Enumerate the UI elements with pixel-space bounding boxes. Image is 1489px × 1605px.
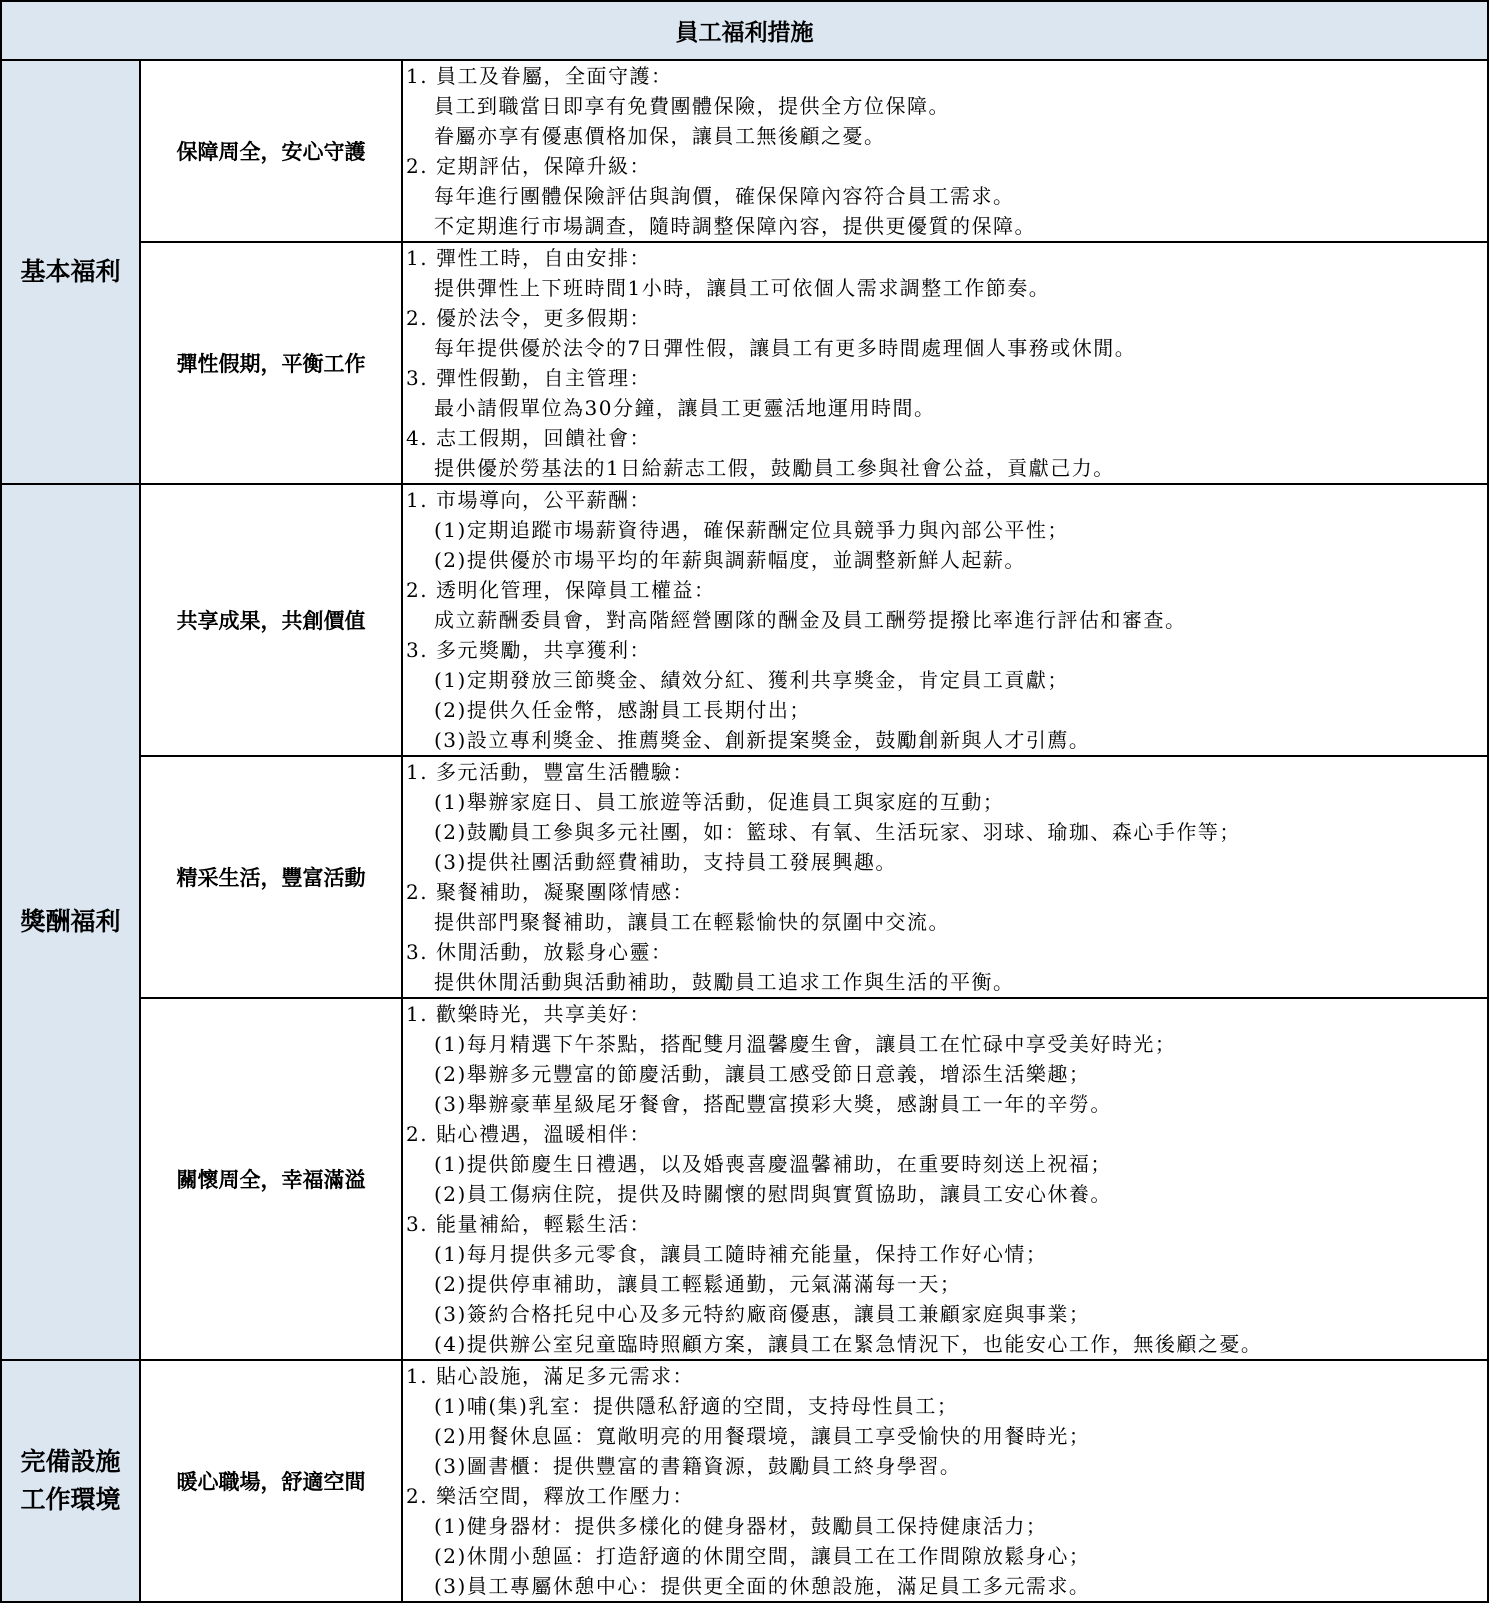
title-row [1, 1, 1488, 60]
item-line: (4)提供辦公室兒童臨時照顧方案，讓員工在緊急情況下，也能安心工作，無後顧之憂。 [434, 1332, 1263, 1356]
item-line: 員工到職當日即享有免費團體保險，提供全方位保障。 [434, 94, 950, 118]
benefit-row [1, 1360, 1488, 1602]
item-heading: 2. 優於法令，更多假期： [406, 306, 651, 330]
item-line: 提供部門聚餐補助，讓員工在輕鬆愉快的氛圍中交流。 [434, 910, 950, 934]
item-line: (2)鼓勵員工參與多元社團，如：籃球、有氧、生活玩家、羽球、瑜珈、森心手作等； [434, 820, 1241, 844]
subtitle-cell: 保障周全，安心守護 [140, 60, 402, 242]
content-cell [402, 756, 1488, 998]
category-label: 獎酬福利 [20, 907, 121, 936]
item-line: 每年提供優於法令的7日彈性假，讓員工有更多時間處理個人事務或休閒。 [434, 336, 1137, 360]
item-line: (1)每月提供多元零食，讓員工隨時補充能量，保持工作好心情； [434, 1242, 1048, 1266]
item-line: 提供彈性上下班時間1小時，讓員工可依個人需求調整工作節奏。 [434, 276, 1051, 300]
subtitle-cell: 精采生活，豐富活動 [140, 756, 402, 998]
content-cell [402, 484, 1488, 756]
item-heading: 3. 能量補給，輕鬆生活： [406, 1212, 651, 1236]
item-line: (3)設立專利獎金、推薦獎金、創新提案獎金，鼓勵創新與人才引薦。 [434, 728, 1091, 752]
item-heading: 1. 員工及眷屬，全面守護： [406, 64, 673, 88]
item-line: (3)圖書櫃：提供豐富的書籍資源，鼓勵員工終身學習。 [434, 1454, 962, 1478]
item-line: 成立薪酬委員會，對高階經營團隊的酬金及員工酬勞提撥比率進行評估和審查。 [434, 608, 1187, 632]
item-heading: 2. 透明化管理，保障員工權益： [406, 578, 716, 602]
item-line: (3)提供社團活動經費補助，支持員工發展興趣。 [434, 850, 897, 874]
item-heading: 3. 休閒活動，放鬆身心靈： [406, 940, 673, 964]
category-label: 基本福利 [20, 257, 121, 286]
category-cell [1, 60, 140, 484]
subtitle-cell: 共享成果，共創價值 [140, 484, 402, 756]
benefit-row [1, 242, 1488, 484]
item-line: 眷屬亦享有優惠價格加保，讓員工無後顧之憂。 [434, 124, 886, 148]
item-heading: 1. 多元活動，豐富生活體驗： [406, 760, 694, 784]
table-title: 員工福利措施 [1, 1, 1488, 60]
item-line: (3)員工專屬休憩中心：提供更全面的休憩設施，滿足員工多元需求。 [434, 1574, 1091, 1598]
item-line: (2)舉辦多元豐富的節慶活動，讓員工感受節日意義，增添生活樂趣； [434, 1062, 1091, 1086]
subtitle-cell: 關懷周全，幸福滿溢 [140, 998, 402, 1360]
category-label: 完備設施 [20, 1447, 121, 1476]
benefit-row [1, 60, 1488, 242]
item-line: (1)定期追蹤市場薪資待遇，確保薪酬定位具競爭力與內部公平性； [434, 518, 1069, 542]
item-line: (2)提供停車補助，讓員工輕鬆通勤，元氣滿滿每一天； [434, 1272, 962, 1296]
item-line: 不定期進行市場調查，隨時調整保障內容，提供更優質的保障。 [434, 214, 1036, 238]
item-line: (1)哺(集)乳室：提供隱私舒適的空間，支持母性員工； [434, 1394, 959, 1418]
item-heading: 2. 樂活空間，釋放工作壓力： [406, 1484, 694, 1508]
item-line: (2)休閒小憩區：打造舒適的休閒空間，讓員工在工作間隙放鬆身心； [434, 1544, 1091, 1568]
category-cell [1, 1360, 140, 1602]
benefit-row [1, 756, 1488, 998]
subtitle-cell: 暖心職場，舒適空間 [140, 1360, 402, 1602]
category-cell [1, 484, 140, 1360]
content-cell [402, 242, 1488, 484]
item-line: (2)員工傷病住院，提供及時關懷的慰問與實質協助，讓員工安心休養。 [434, 1182, 1112, 1206]
item-heading: 3. 彈性假勤，自主管理： [406, 366, 651, 390]
item-line: 最小請假單位為30分鐘，讓員工更靈活地運用時間。 [434, 396, 936, 420]
item-line: 提供休閒活動與活動補助，鼓勵員工追求工作與生活的平衡。 [434, 970, 1015, 994]
item-heading: 3. 多元獎勵，共享獲利： [406, 638, 651, 662]
item-heading: 1. 貼心設施，滿足多元需求： [406, 1364, 694, 1388]
item-line: (2)提供優於市場平均的年薪與調薪幅度，並調整新鮮人起薪。 [434, 548, 1026, 572]
category-label: 工作環境 [20, 1485, 121, 1514]
benefit-row [1, 998, 1488, 1360]
item-line: (2)用餐休息區：寬敞明亮的用餐環境，讓員工享受愉快的用餐時光； [434, 1424, 1091, 1448]
benefit-row [1, 484, 1488, 756]
item-heading: 1. 歡樂時光，共享美好： [406, 1002, 651, 1026]
item-line: (1)舉辦家庭日、員工旅遊等活動，促進員工與家庭的互動； [434, 790, 1005, 814]
content-cell [402, 1360, 1488, 1602]
item-line: (2)提供久任金幣，感謝員工長期付出； [434, 698, 811, 722]
item-line: (3)簽約合格托兒中心及多元特約廠商優惠，讓員工兼顧家庭與事業； [434, 1302, 1091, 1326]
item-line: 每年進行團體保險評估與詢價，確保保障內容符合員工需求。 [434, 184, 1015, 208]
item-line: (1)提供節慶生日禮遇，以及婚喪喜慶溫馨補助，在重要時刻送上祝福； [434, 1152, 1112, 1176]
content-cell [402, 998, 1488, 1360]
item-heading: 1. 彈性工時，自由安排： [406, 246, 651, 270]
item-line: (1)定期發放三節獎金、績效分紅、獲利共享獎金，肯定員工貢獻； [434, 668, 1069, 692]
item-heading: 2. 定期評估，保障升級： [406, 154, 651, 178]
item-heading: 2. 聚餐補助，凝聚團隊情感： [406, 880, 694, 904]
item-line: (3)舉辦豪華星級尾牙餐會，搭配豐富摸彩大獎，感謝員工一年的辛勞。 [434, 1092, 1112, 1116]
item-line: 提供優於勞基法的1日給薪志工假，鼓勵員工參與社會公益，貢獻己力。 [434, 456, 1115, 480]
content-cell [402, 60, 1488, 242]
item-heading: 1. 市場導向，公平薪酬： [406, 488, 651, 512]
item-heading: 2. 貼心禮遇，溫暖相伴： [406, 1122, 651, 1146]
item-heading: 4. 志工假期，回饋社會： [406, 426, 651, 450]
item-line: (1)健身器材：提供多樣化的健身器材，鼓勵員工保持健康活力； [434, 1514, 1048, 1538]
item-line: (1)每月精選下午茶點，搭配雙月溫馨慶生會，讓員工在忙碌中享受美好時光； [434, 1032, 1177, 1056]
subtitle-cell: 彈性假期，平衡工作 [140, 242, 402, 484]
